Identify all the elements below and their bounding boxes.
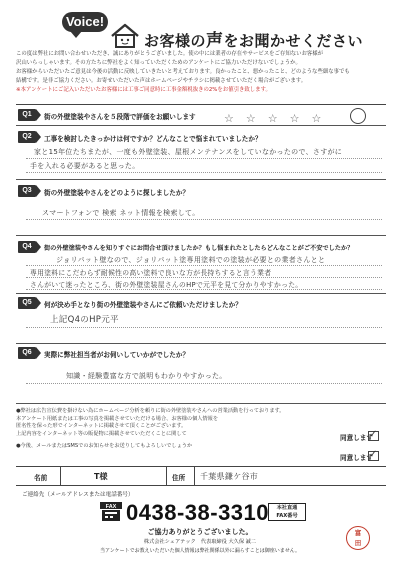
q3-text: 街の外壁塗装やさんをどのように探しましたか？	[44, 189, 190, 197]
name-label: 名前	[34, 474, 48, 482]
star-icon[interactable]: ☆	[224, 112, 246, 125]
privacy-note: 当アンケートでお教えいただいた個人情報は弊社関係以外に漏らすことは御座いません。	[99, 548, 300, 554]
checkmark-icon: ✓	[369, 429, 378, 440]
q6-badge: Q6	[18, 347, 36, 359]
page-title: お客様の声をお聞かせください	[144, 31, 364, 51]
name-seal-stamp: 富 田	[346, 526, 370, 550]
rating-stars	[224, 112, 333, 125]
contact-label: ご連絡先（メールアドレスまたは電話番号）	[22, 492, 134, 498]
voice-badge: Voice!	[62, 12, 108, 32]
address-label: 住所	[172, 474, 186, 482]
q4-text: 街の外壁塗装やさんを知りすぐにお問合せ頂けましたか？もし悩まれたとしたらどんなことがご不安でしたか？	[44, 245, 354, 252]
q4-answer-line1: ジョリパット壁なので、ジョリパット塗専用塗料での塗装が必要との業者さんとと	[56, 256, 326, 264]
q5-answer: 上記Q4のHP元平	[50, 315, 119, 325]
q4-answer-line3: さんがいて迷ったところ、街の外壁塗装屋さんのHPで元平を見て分かりやすかった。	[30, 281, 303, 289]
name-address-row	[16, 466, 386, 486]
q3-badge: Q3	[18, 185, 36, 197]
q5-badge: Q5	[18, 297, 36, 309]
fax-bar	[100, 502, 300, 524]
name-value: T様	[94, 472, 108, 481]
header	[62, 4, 362, 50]
q6-text: 実際に弊社担当者がお伺いしていかがでしたか？	[44, 351, 190, 359]
address-value: 千葉県鎌ケ谷市	[200, 472, 259, 481]
question-area	[16, 104, 386, 404]
q5-text: 何が決め手となり街の外壁塗装やさんにご依頼いただけましたか？	[44, 301, 242, 309]
q1-text: 街の外壁塗装やさんを５段階で評価をお願いします	[44, 113, 196, 121]
q2-text: 工事を検討したきっかけは何ですか？どんなことで悩まれていましたか？	[44, 135, 262, 143]
thanks-text: ご協力ありがとうございました。	[147, 528, 253, 536]
agree-label-1: 同意します	[340, 434, 373, 442]
q3-answer: スマートフォンで 検索 ネット情報を検索して。	[42, 209, 200, 217]
house-icon	[110, 22, 140, 48]
discount-notice: ※本アンケートにご記入いただいたお客様には工事ご同意時に工事金額税抜きの2%をお値引き致します。	[16, 87, 271, 93]
agree-label-2: 同意します	[340, 454, 373, 462]
checkmark-icon: ✓	[369, 449, 378, 460]
q6-answer: 知識・経験豊富な方で説明もわかりやすかった。	[66, 372, 227, 380]
star-icon[interactable]: ☆	[289, 112, 312, 125]
q1-badge: Q1	[18, 109, 36, 121]
q2-answer-line2: 手を入れる必要があると思った。	[30, 162, 140, 170]
intro-text: この度は弊社にお問い合わせいただき、誠にありがとうございました。使の中には業者の存在やサービスをご存知ないお客様が 沢山いらっしゃいます。その方たちに弊社をよく知っていただくためのアンケートにご協力いただけないでしょうか。 お客様からいただいたご意見は今後の活動に反映していきたいと考えております。良かったこと、悪かったこと、どのような些細な事でも 結構です。是非ご協力ください。お寄せいただいた声はホームページやチラシに掲載させていただく場合がございます。 ※本アンケートにご記入いただいたお客様には工事ご同意時に工事金額税抜きの2%をお値引き致します。	[16, 50, 386, 95]
fax-direct-badge: 本社直通 FAX番号	[268, 503, 306, 521]
q4-answer-line2: 専用塗料にこだわらず耐候性の高い塗料で良いな方が長持ちすると言う業者	[30, 269, 272, 277]
rating-circle-mark	[350, 108, 366, 124]
star-icon[interactable]: ☆	[267, 112, 290, 125]
q2-answer-line1: 家と15年位たちまたが、一度も外壁塗装、屋根メンテナンスをしていなかったので、さすがに	[34, 148, 343, 156]
star-icon[interactable]: ☆	[311, 112, 334, 125]
q2-badge: Q2	[18, 131, 36, 143]
fax-machine-icon	[100, 502, 122, 522]
svg-text:FAX: FAX	[105, 503, 117, 510]
q4-badge: Q4	[18, 241, 36, 253]
star-icon[interactable]: ☆	[245, 112, 268, 125]
consent-notes: ●弊社は広告宣伝費を掛けない為にホームページ分析を頼りに街の外壁塗装やさんへの営業活動を行っております。 本アンケート用紙または工事の写真を掲載させていただける場合、お客様の個人情報を 匿名性を保った形でインターネットに掲載させて頂くことがございます。 上記内容をインターネット等の販促物に掲載させていただくことに関して ●今後、メールまたはSMSでのお知らせをお送りしてもよろしいでしょうか	[16, 408, 285, 450]
company-name: 株式会社シェアテック 代表取締役 大久保 誠二	[143, 539, 257, 545]
fax-number: 0438-38-3310	[126, 500, 270, 525]
